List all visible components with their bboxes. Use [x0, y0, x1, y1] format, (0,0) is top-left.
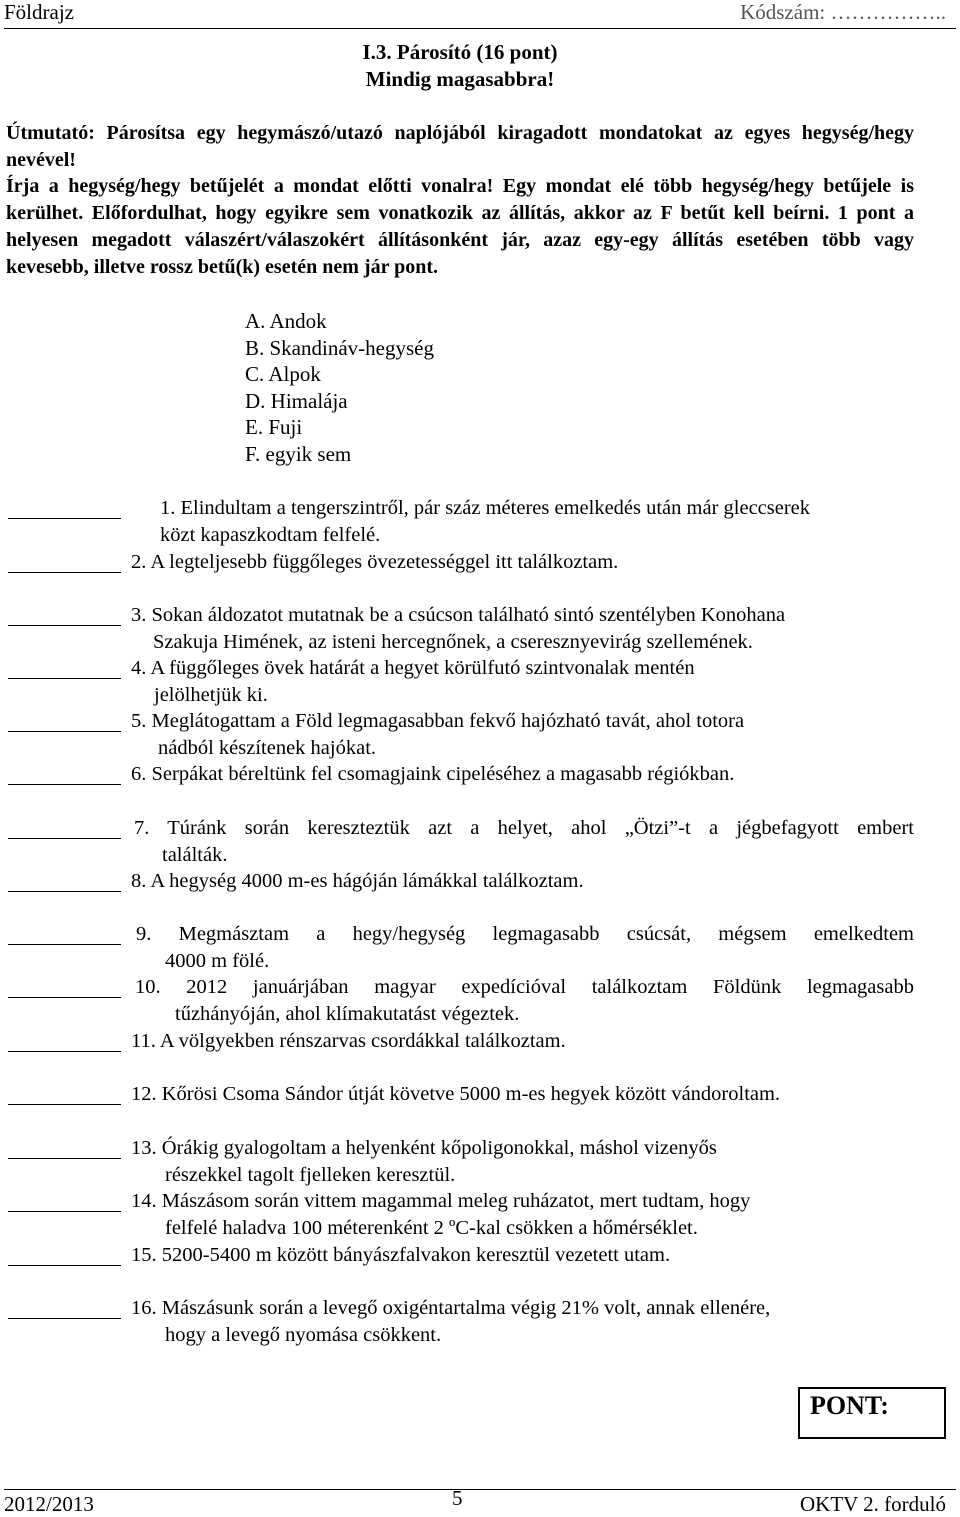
option-e: E. Fuji — [245, 415, 303, 439]
answer-blank-13[interactable] — [8, 1158, 121, 1159]
statement-9-text-cont: 4000 m fölé. — [165, 949, 270, 972]
statement-1-text: 1. Elindultam a tengerszintről, pár száz méteres emelkedés után már gleccserek — [160, 497, 811, 519]
instructions-paragraph-1: Útmutató: Párosítsa egy hegymászó/utazó naplójából kiragadott mondatokat az egyes hegység/hegy nevével! — [6, 122, 914, 171]
answer-blank-2[interactable] — [8, 572, 121, 573]
answer-blank-1[interactable] — [8, 518, 121, 519]
section-subtitle: Mindig magasabbra! — [365, 67, 555, 91]
statement-5-text: 5. Meglátogattam a Föld legmagasabban fekvő hajózható tavát, ahol totora — [131, 710, 745, 732]
footer-round: OKTV 2. forduló — [799, 1492, 946, 1516]
footer-year: 2012/2013 — [4, 1492, 94, 1516]
answer-blank-11[interactable] — [8, 1051, 121, 1052]
statement-6-text: 6. Serpákat béreltünk fel csomagjaink cipeléséhez a magasabb régiókban. — [131, 763, 735, 785]
statement-10-text-cont: tűzhányóján, ahol klímakutatást végeztek. — [175, 1002, 520, 1025]
statement-3-text: 3. Sokan áldozatot mutatnak be a csúcson található sintó szentélyben Konohana — [131, 604, 786, 626]
section-title: I.3. Párosító (16 pont) — [362, 40, 558, 64]
answer-blank-5[interactable] — [8, 731, 121, 732]
statement-2-text: 2. A legteljesebb függőleges övezetességgel itt találkoztam. — [131, 551, 619, 573]
statement-3-text-cont: Szakuja Himének, az isteni hercegnőnek, a cseresznyevirág szellemének. — [153, 630, 753, 653]
header-subject: Földrajz — [4, 0, 74, 24]
answer-blank-15[interactable] — [8, 1265, 121, 1266]
answer-blank-12[interactable] — [8, 1104, 121, 1105]
answer-blank-14[interactable] — [8, 1211, 121, 1212]
option-f: F. egyik sem — [245, 441, 352, 466]
statement-16-text-cont: hogy a levegő nyomása csökkent. — [165, 1323, 442, 1346]
statement-7-text: 7. Túránk során kereszteztük azt a helyet, ahol „Ötzi”-t a jégbefagyott embert — [134, 817, 914, 839]
option-b: B. Skandináv-hegység — [245, 335, 434, 360]
statement-13-text-cont: részekkel tagolt fjelleken keresztül. — [165, 1163, 456, 1186]
answer-blank-3[interactable] — [8, 625, 121, 626]
statement-14-text: 14. Mászásom során vittem magammal meleg ruházatot, mert tudtam, hogy — [131, 1190, 751, 1212]
header-divider — [4, 28, 956, 29]
header-code-label: Kódszám: …………….. — [740, 0, 946, 24]
statement-13-text: 13. Órákig gyalogoltam a helyenként kőpoligonokkal, máshol vizenyős — [131, 1137, 717, 1159]
statement-14-text-cont: felfelé haladva 100 méterenként 2 ºC-kal csökken a hőmérséklet. — [165, 1216, 698, 1239]
page-number: 5 — [452, 1486, 463, 1510]
statement-8-text: 8. A hegység 4000 m-es hágóján lámákkal találkoztam. — [131, 870, 584, 892]
answer-blank-4[interactable] — [8, 678, 121, 679]
answer-blank-9[interactable] — [8, 944, 121, 945]
footer-divider — [4, 1489, 956, 1490]
option-a: A. Andok — [245, 309, 327, 333]
answer-blank-10[interactable] — [8, 997, 121, 998]
statement-7-text-cont: találták. — [162, 843, 228, 866]
statement-1-text-cont: közt kapaszkodtam felfelé. — [160, 523, 381, 546]
statement-12-text: 12. Kőrösi Csoma Sándor útját követve 5000 m-es hegyek között vándoroltam. — [131, 1083, 781, 1105]
statement-11-text: 11. A völgyekben rénszarvas csordákkal találkoztam. — [131, 1030, 566, 1052]
statement-4-text: 4. A függőleges övek határát a hegyet körülfutó szintvonalak mentén — [131, 657, 695, 679]
instructions — [6, 120, 914, 280]
statement-4-text-cont: jelölhetjük ki. — [154, 683, 268, 706]
statement-15-text: 15. 5200-5400 m között bányászfalvakon keresztül vezetett utam. — [131, 1244, 671, 1266]
score-label: PONT: — [810, 1391, 889, 1420]
statement-16-text: 16. Mászásunk során a levegő oxigéntartalma végig 21% volt, annak ellenére, — [131, 1297, 771, 1319]
statement-5-text-cont: nádból készítenek hajókat. — [158, 736, 377, 759]
answer-blank-6[interactable] — [8, 784, 121, 785]
option-d: D. Himalája — [245, 388, 348, 413]
statement-9-text: 9. Megmásztam a hegy/hegység legmagasabb csúcsát, mégsem emelkedtem — [136, 923, 914, 945]
answer-blank-8[interactable] — [8, 891, 121, 892]
option-c: C. Alpok — [245, 362, 321, 386]
instructions-paragraph-2: Írja a hegység/hegy betűjelét a mondat előtti vonalra! Egy mondat elé több hegység/hegy betűjele is kerülhet. Előfordulhat, hogy egyikre sem vonatkozik az állítás, akkor az F betűt kell beírni. 1 pont a helyesen megadott válaszért/válaszokért állításonként jár, azaz egy-egy állítás esetében több vagy kevesebb, illetve rossz betű(k) esetén nem jár pont. — [6, 175, 914, 278]
options-list — [245, 308, 434, 467]
answer-blank-7[interactable] — [8, 838, 121, 839]
answer-blank-16[interactable] — [8, 1318, 121, 1319]
score-box[interactable] — [798, 1387, 946, 1439]
statement-10-text: 10. 2012 januárjában magyar expedícióval találkoztam Földünk legmagasabb — [135, 976, 914, 998]
